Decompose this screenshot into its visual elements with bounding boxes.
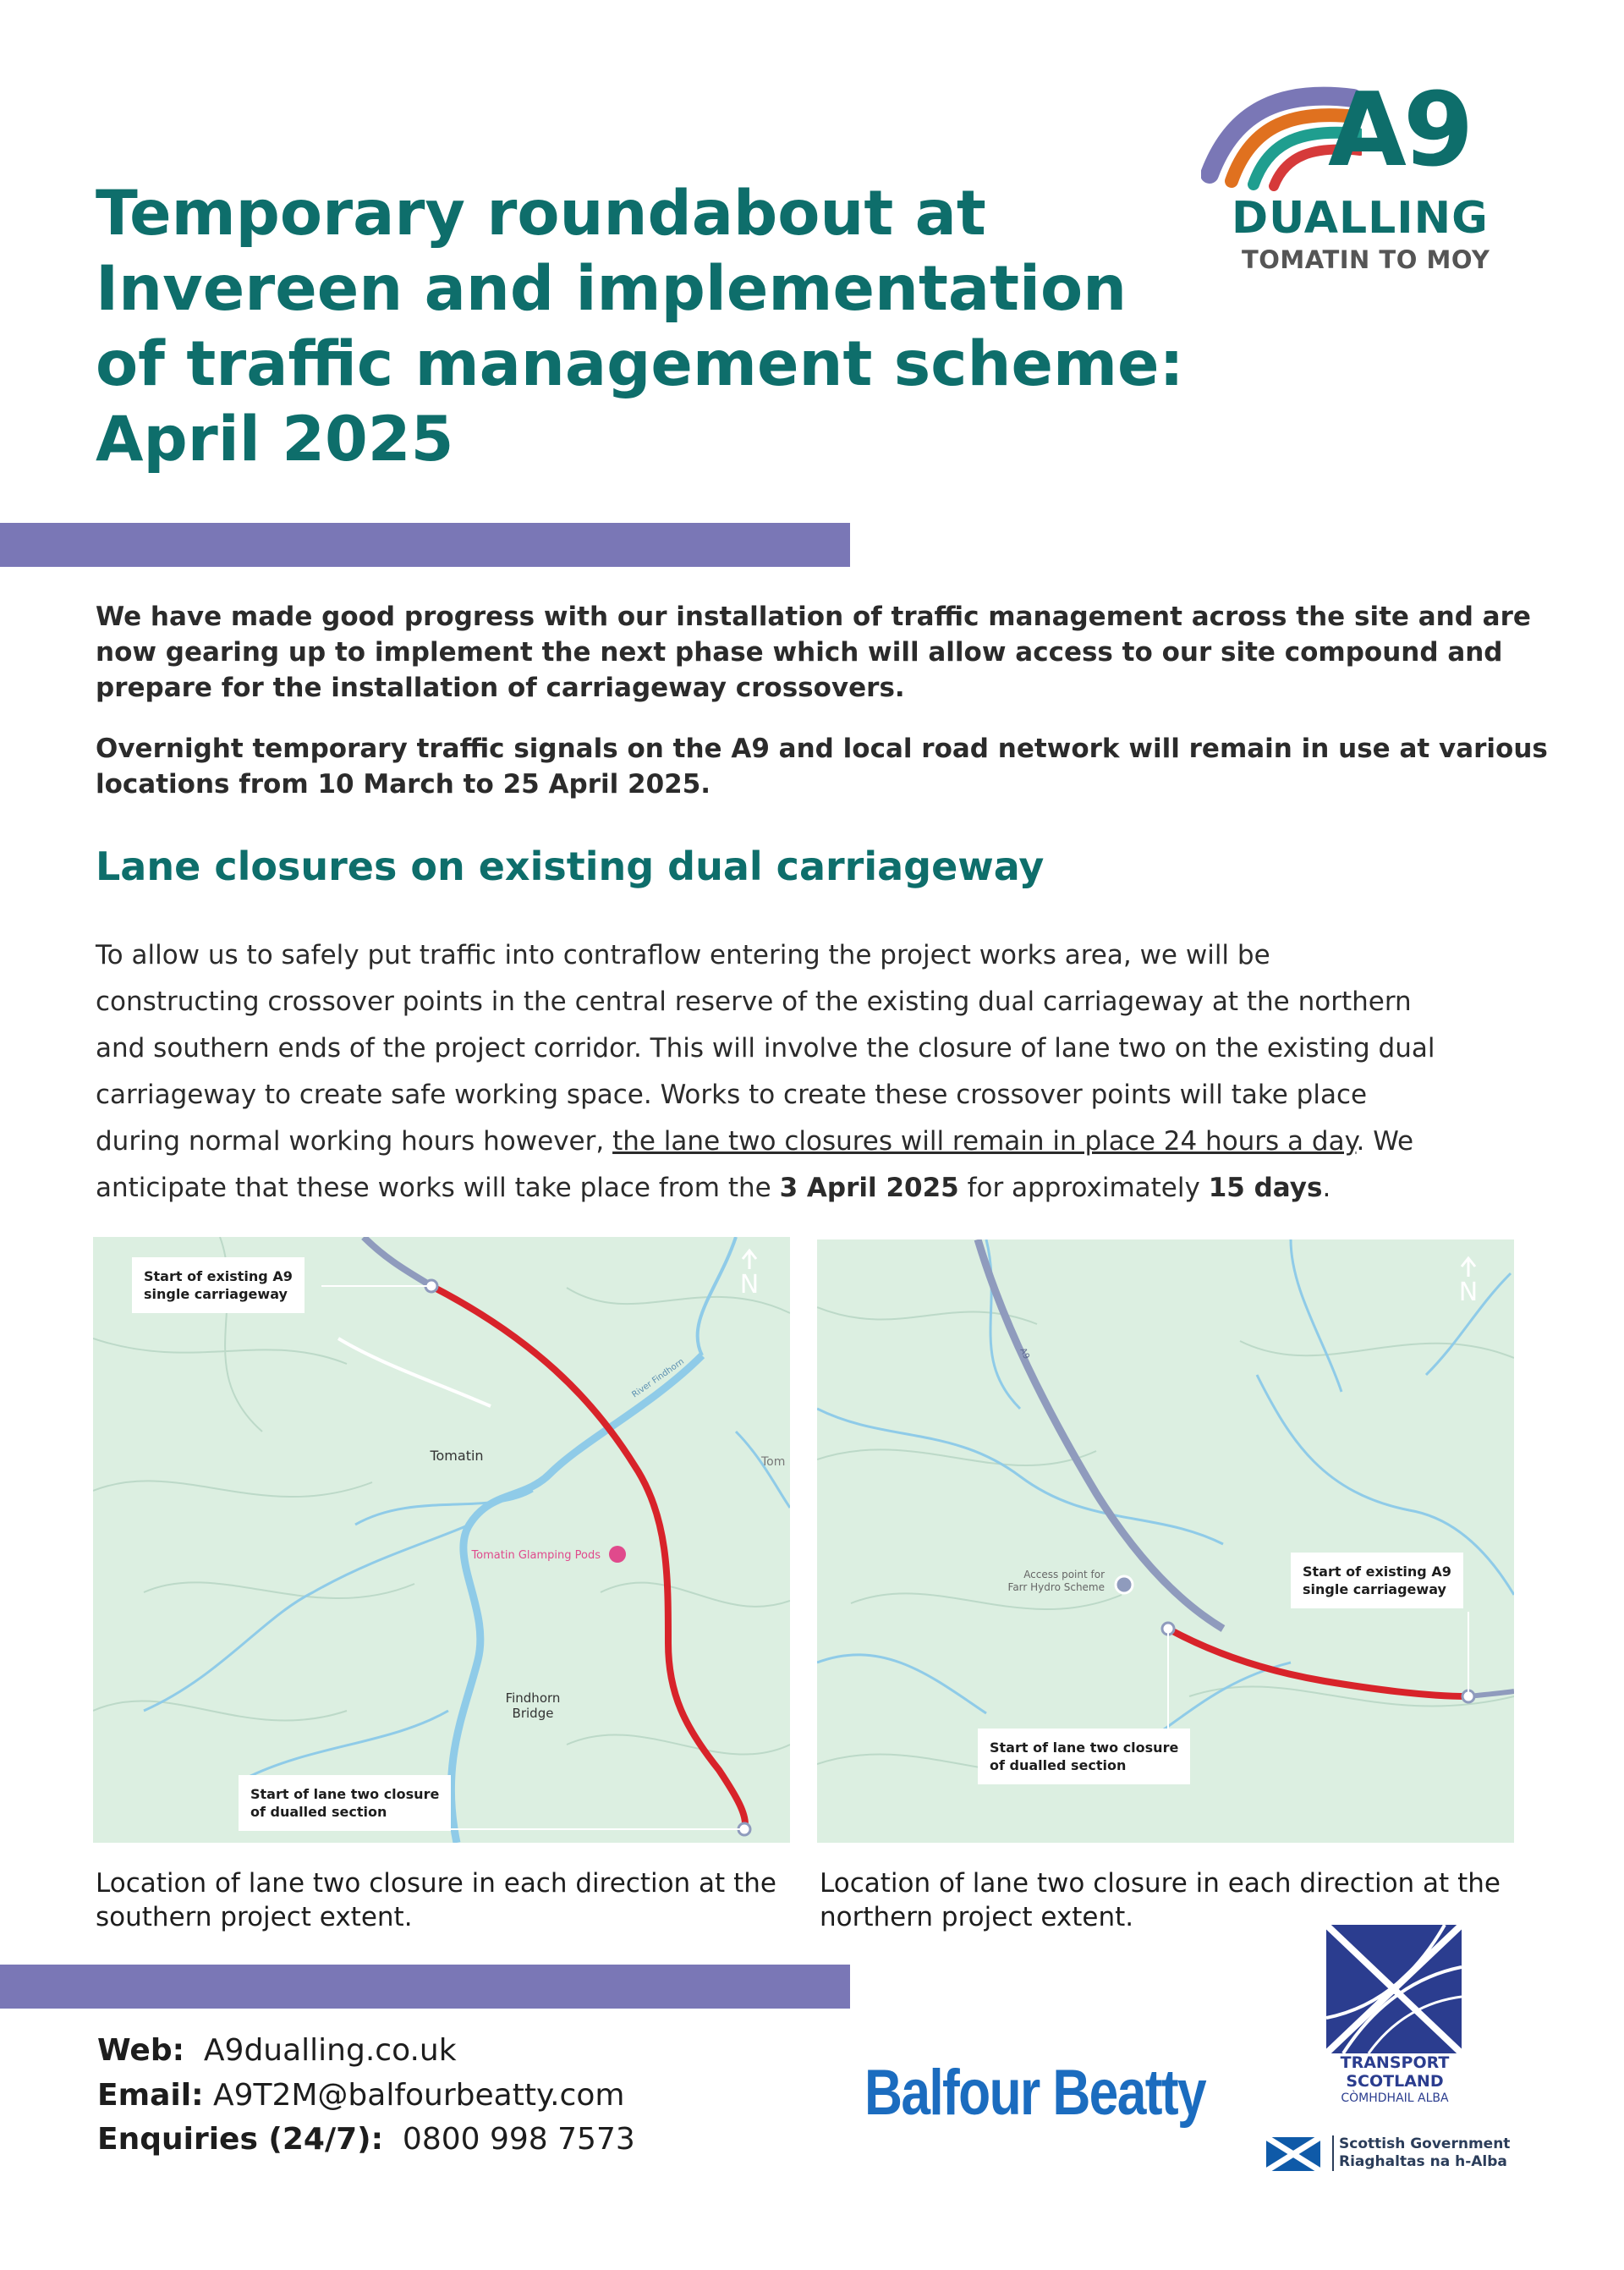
transport-scotland-mark-icon xyxy=(1326,1925,1462,2053)
road-local xyxy=(338,1338,491,1406)
text-fragment: for approximately xyxy=(958,1173,1209,1203)
label-bridge: Bridge xyxy=(512,1706,554,1721)
saltire-flag-icon xyxy=(1266,2137,1320,2171)
callout-single-carriageway-start xyxy=(1291,1553,1463,1608)
text-fragment: during normal working hours however, xyxy=(96,1126,613,1157)
label-glamping: Tomatin Glamping Pods xyxy=(471,1549,601,1562)
terrain-contours xyxy=(817,1307,1514,1774)
text-fragment: . xyxy=(1322,1173,1331,1203)
text-fragment: anticipate that these works will take place from the xyxy=(96,1173,780,1203)
text-line xyxy=(96,1119,1550,1165)
contact-label: Web: xyxy=(97,2033,185,2068)
underlined-notice: the lane two closures will remain in place 24 hours a day xyxy=(612,1126,1357,1157)
callout-line: single carriageway xyxy=(144,1286,288,1302)
text-line: southern project extent. xyxy=(96,1902,413,1932)
map-south-caption xyxy=(96,1866,776,1934)
map-north-caption xyxy=(820,1866,1501,1934)
callout-line: Start of existing A9 xyxy=(144,1268,293,1284)
callout-line: Start of lane two closure xyxy=(990,1740,1179,1756)
label-tom: Tom xyxy=(761,1455,786,1469)
text-line: Overnight temporary traffic signals on the A9 and local road network will remain in use at various xyxy=(96,734,1548,764)
page-title xyxy=(96,176,1195,477)
callout-line: single carriageway xyxy=(1303,1581,1446,1597)
web-link[interactable]: A9dualling.co.uk xyxy=(203,2033,457,2068)
text-line: constructing crossover points in the central reserve of the existing dual carriageway at the northern xyxy=(96,987,1412,1017)
text-line: Location of lane two closure in each direction at the xyxy=(96,1868,776,1899)
callout-single-carriageway-start xyxy=(132,1257,304,1313)
text-line: northern project extent. xyxy=(820,1902,1134,1932)
callout-line: of dualled section xyxy=(250,1804,387,1820)
north-label: N xyxy=(739,1270,760,1300)
text-line: and southern ends of the project corridor. This will involve the closure of lane two on the existing dual xyxy=(96,1033,1435,1064)
callout-lane-two-closure-start xyxy=(239,1775,451,1831)
title-line: of traffic management scheme: xyxy=(96,328,1184,400)
logo-dualling: DUALLING xyxy=(1232,193,1489,244)
balfour-beatty-logo: Balfour Beatty xyxy=(864,2057,1205,2129)
text-fragment: . We xyxy=(1356,1126,1414,1157)
transport-scotland-logo xyxy=(1320,1925,1480,2106)
title-line: Invereen and implementation xyxy=(96,253,1127,325)
north-label: N xyxy=(1458,1278,1479,1307)
contact-email xyxy=(97,2074,624,2118)
text-line xyxy=(96,1165,1550,1212)
divider-band xyxy=(0,523,850,567)
north-arrow-icon xyxy=(740,1250,759,1300)
sg-line: Riaghaltas na h-Alba xyxy=(1339,2153,1507,2170)
contact-enquiries xyxy=(97,2118,635,2162)
lane-closure-route xyxy=(1168,1629,1468,1696)
sg-line: Scottish Government xyxy=(1339,2135,1511,2152)
divider-band xyxy=(0,1965,850,2009)
north-arrow-icon xyxy=(1459,1258,1478,1307)
callout-line: of dualled section xyxy=(990,1757,1127,1773)
contact-web xyxy=(97,2029,457,2073)
text-line: prepare for the installation of carriageway crossovers. xyxy=(96,673,905,703)
text-line: now gearing up to implement the next phase which will allow access to our site compound and xyxy=(96,637,1503,668)
river-network xyxy=(144,1237,790,1843)
phone-link[interactable]: 0800 998 7573 xyxy=(402,2122,635,2157)
text-line: locations from 10 March to 25 April 2025. xyxy=(96,769,711,800)
glamping-marker-icon xyxy=(609,1546,626,1563)
label-findhorn: Findhorn xyxy=(505,1690,561,1706)
intro-paragraph-1 xyxy=(96,599,1533,706)
scottish-government-name xyxy=(1332,2135,1510,2171)
a9-dualling-logo xyxy=(1201,68,1514,288)
logo-subtitle: TOMATIN TO MOY xyxy=(1242,245,1490,274)
map-northern-extent xyxy=(817,1239,1514,1843)
label-access-scheme: Farr Hydro Scheme xyxy=(1007,1581,1105,1593)
contact-label: Email: xyxy=(97,2078,204,2113)
title-line: Temporary roundabout at xyxy=(96,178,986,250)
start-date: 3 April 2025 xyxy=(779,1173,959,1203)
label-river: River Findhorn xyxy=(630,1356,686,1400)
label-road: A9 xyxy=(1018,1346,1031,1361)
ts-line: TRANSPORT xyxy=(1340,2053,1450,2072)
callout-line: Start of existing A9 xyxy=(1303,1564,1451,1580)
duration: 15 days xyxy=(1208,1173,1323,1203)
road-a9-existing xyxy=(364,1237,431,1286)
text-line: We have made good progress with our installation of traffic management across the site and are xyxy=(96,602,1531,632)
logo-a9: A9 xyxy=(1328,72,1471,190)
lane-closure-paragraph xyxy=(96,932,1550,1212)
text-line: carriageway to create safe working space. Works to create these crossover points will take place xyxy=(96,1080,1368,1110)
access-point-marker-icon xyxy=(1116,1576,1133,1593)
transport-scotland-gaelic: CÒMHDHAIL ALBA xyxy=(1341,2091,1449,2105)
callout-line: Start of lane two closure xyxy=(250,1786,440,1802)
scottish-government-logo xyxy=(1266,2134,1520,2174)
terrain-contours xyxy=(93,1237,790,1755)
text-line: Location of lane two closure in each direction at the xyxy=(820,1868,1501,1899)
label-access: Access point for xyxy=(1023,1569,1105,1580)
text-line: To allow us to safely put traffic into contraflow entering the project works area, we will be xyxy=(96,940,1270,970)
callout-lane-two-closure-start xyxy=(978,1729,1190,1784)
intro-paragraph-2 xyxy=(96,731,1548,802)
label-tomatin: Tomatin xyxy=(430,1448,484,1464)
map-southern-extent xyxy=(93,1237,790,1843)
email-link[interactable]: A9T2M@balfourbeatty.com xyxy=(212,2078,625,2113)
ts-line: SCOTLAND xyxy=(1346,2072,1444,2091)
transport-scotland-name xyxy=(1320,2053,1470,2091)
section-heading: Lane closures on existing dual carriageway xyxy=(96,844,1045,889)
contact-label: Enquiries (24/7): xyxy=(97,2122,384,2157)
title-line: April 2025 xyxy=(96,404,454,475)
map-south-graphic xyxy=(93,1237,790,1843)
